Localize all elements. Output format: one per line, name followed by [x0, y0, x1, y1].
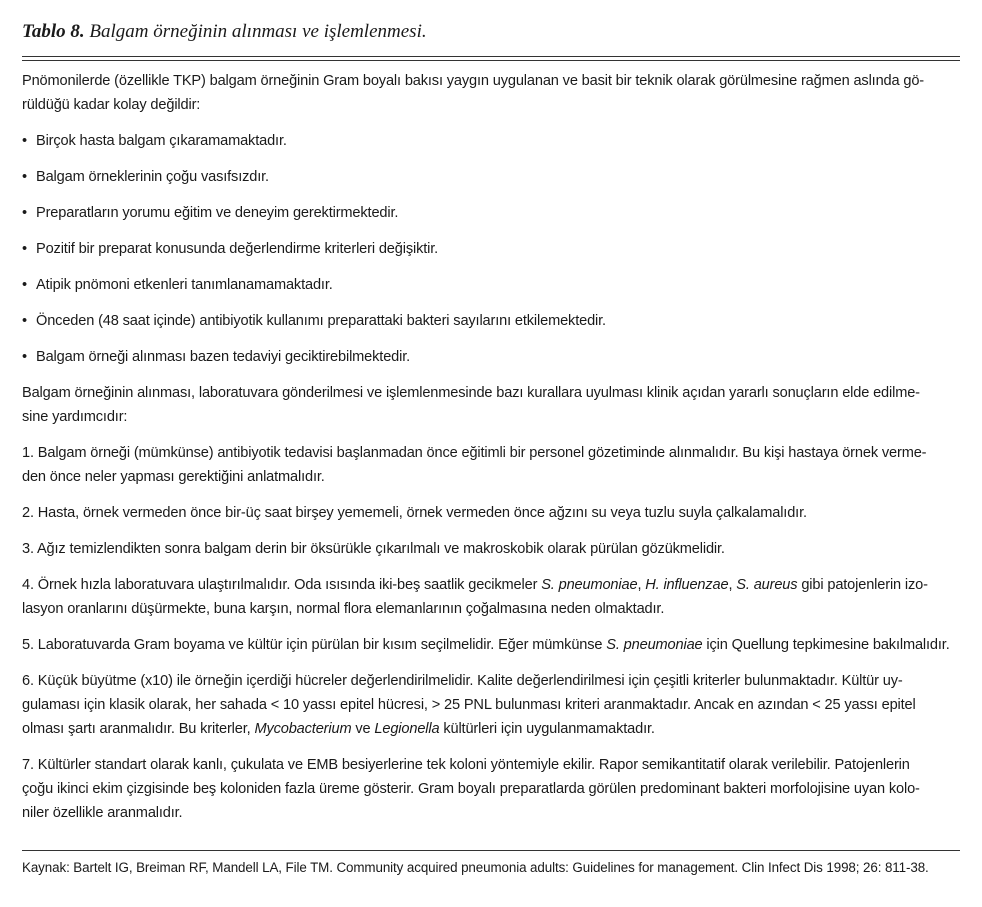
organism-name: Mycobacterium — [254, 721, 352, 737]
rule-1-line-1: 1. Balgam örneği (mümkünse) antibiyotik tedavisi başlanmadan önce eğitimli bir personel gözetiminde alınmalıdır. Bu kişi hastaya örnek verme- — [22, 445, 927, 461]
rule-6-line-3b: ve — [351, 721, 375, 737]
title-rule-bottom — [22, 60, 960, 61]
bullet-item-2 — [22, 165, 960, 189]
rules-intro-paragraph — [22, 381, 960, 429]
table-body — [22, 69, 960, 825]
rule-6-line-1: 6. Küçük büyütme (x10) ile örneğin içerdiği hücreler değerlendirilmelidir. Kalite değerlendirilmesi için çeşitli kriterler bulunmaktadır. Kültür uy- — [22, 673, 903, 689]
rule-4-text-b: gibi patojenlerin izo- — [797, 577, 928, 593]
rules-intro-line-1: Balgam örneğinin alınması, laboratuvara gönderilmesi ve işlemlenmesinde bazı kurallara uyulması klinik açıdan yararlı sonuçların elde edilme- — [22, 385, 920, 401]
rule-item-1 — [22, 441, 960, 489]
bullet-dot-icon: • — [22, 133, 27, 149]
rule-item-7 — [22, 753, 960, 825]
bullet-text: Atipik pnömoni etkenleri tanımlanamamaktadır. — [36, 277, 333, 293]
bullet-text: Preparatların yorumu eğitim ve deneyim gerektirmektedir. — [36, 205, 399, 221]
bullet-dot-icon: • — [22, 205, 27, 221]
rule-3-text: 3. Ağız temizlendikten sonra balgam derin bir öksürükle çıkarılmalı ve makroskobik olarak pürülan gözükmelidir. — [22, 541, 725, 557]
bullet-item-1 — [22, 129, 960, 153]
bullet-item-5 — [22, 273, 960, 297]
table-caption-end: . — [421, 21, 427, 42]
bullet-dot-icon: • — [22, 241, 27, 257]
organism-name: S. pneumoniae — [606, 637, 703, 653]
rule-6-line-3a: olması şartı aranmalıdır. Bu kriterler, — [22, 721, 255, 737]
table-caption: Balgam örneğinin alınması ve işlemlenmesi — [84, 21, 422, 42]
intro-paragraph — [22, 69, 960, 117]
intro-line-1: Pnömonilerde (özellikle TKP) balgam örneğinin Gram boyalı bakısı yaygın uygulanan ve basit bir teknik olarak görülmesine rağmen aslında gö- — [22, 73, 925, 89]
source-citation: Kaynak: Bartelt IG, Breiman RF, Mandell LA, File TM. Community acquired pneumonia adults: Guidelines for management. Clin Infect Dis 1998; 26: 811-38. — [22, 860, 929, 875]
organism-name: H. influenzae — [645, 577, 729, 593]
rule-item-3 — [22, 537, 960, 561]
rule-5-text-b: için Quellung tepkimesine bakılmalıdır. — [702, 637, 950, 653]
title-rule-top — [22, 56, 960, 57]
organism-name: Legionella — [374, 721, 440, 737]
separator: , — [728, 577, 737, 593]
rules-intro-line-2: sine yardımcıdır: — [22, 409, 128, 425]
bullet-text: Balgam örneği alınması bazen tedaviyi geciktirebilmektedir. — [36, 349, 411, 365]
rule-item-5 — [22, 633, 960, 657]
rule-item-4 — [22, 573, 960, 621]
separator: , — [637, 577, 646, 593]
bullet-item-6 — [22, 309, 960, 333]
bullet-text: Balgam örneklerinin çoğu vasıfsızdır. — [36, 169, 269, 185]
intro-line-2: rüldüğü kadar kolay değildir: — [22, 97, 201, 113]
organism-name: S. pneumoniae — [541, 577, 638, 593]
bullet-item-3 — [22, 201, 960, 225]
bullet-text: Önceden (48 saat içinde) antibiyotik kullanımı preparattaki bakteri sayılarını etkilemektedir. — [36, 313, 606, 329]
bullet-text: Birçok hasta balgam çıkaramamaktadır. — [36, 133, 287, 149]
bullet-item-4 — [22, 237, 960, 261]
bullet-dot-icon: • — [22, 277, 27, 293]
rule-4-text-a: 4. Örnek hızla laboratuvara ulaştırılmalıdır. Oda ısısında iki-beş saatlik gecikmeler — [22, 577, 542, 593]
bullet-item-7 — [22, 345, 960, 369]
bullet-text: Pozitif bir preparat konusunda değerlendirme kriterleri değişiktir. — [36, 241, 439, 257]
rule-7-line-3: niler özellikle aranmalıdır. — [22, 805, 183, 821]
rule-7-line-1: 7. Kültürler standart olarak kanlı, çukulata ve EMB besiyerlerine tek koloni yöntemiyle ekilir. Rapor semikantitatif olarak verilebilir. Patojenlerin — [22, 757, 910, 773]
rule-7-line-2: çoğu ikinci ekim çizgisinde beş koloniden fazla üreme gösterir. Gram boyalı preparatlarda görülen predominant bakteri morfolojisine uyan kolo- — [22, 781, 920, 797]
bullet-dot-icon: • — [22, 349, 27, 365]
source-rule — [22, 850, 960, 851]
rule-1-line-2: den önce neler yapması gerektiğini anlatmalıdır. — [22, 469, 325, 485]
rule-item-6 — [22, 669, 960, 741]
bullet-dot-icon: • — [22, 169, 27, 185]
rule-6-line-2: gulaması için klasik olarak, her sahada < 10 yassı epitel hücresi, > 25 PNL bulunması kriteri aranmaktadır. Ancak en azından < 25 yassı epitel — [22, 697, 916, 713]
rule-4-line-2: lasyon oranlarını düşürmekte, buna karşın, normal flora elemanlarının çoğalmasına neden olmaktadır. — [22, 601, 665, 617]
table-label: Tablo 8. — [22, 21, 85, 42]
rule-item-2 — [22, 501, 960, 525]
rule-6-line-3c: kültürleri için uygulanmamaktadır. — [439, 721, 655, 737]
organism-name: S. aureus — [736, 577, 798, 593]
rule-5-text-a: 5. Laboratuvarda Gram boyama ve kültür için pürülan bir kısım seçilmelidir. Eğer mümkünse — [22, 637, 607, 653]
table-title — [22, 18, 962, 46]
rule-2-text: 2. Hasta, örnek vermeden önce bir-üç saat birşey yememeli, örnek vermeden önce ağzını su veya tuzlu suyla çalkalamalıdır. — [22, 505, 807, 521]
bullet-dot-icon: • — [22, 313, 27, 329]
